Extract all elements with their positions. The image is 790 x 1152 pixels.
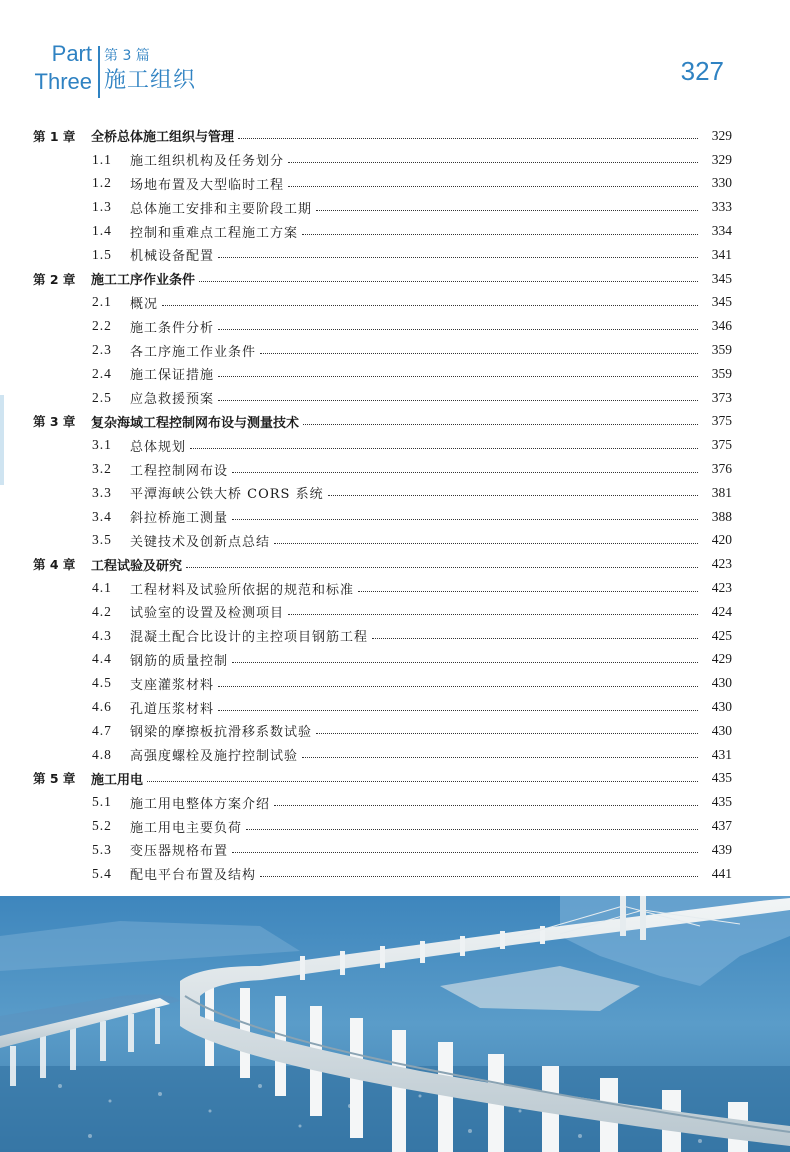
- toc-page-number: 425: [711, 627, 732, 643]
- section-title: 支座灌浆材料: [130, 677, 215, 693]
- section-number: 4.2: [92, 603, 112, 619]
- toc-section-row[interactable]: [0, 314, 790, 338]
- chapter-title: 施工用电: [91, 772, 144, 788]
- section-title: 施工组织机构及任务划分: [130, 154, 285, 170]
- section-number: 4.3: [92, 627, 112, 643]
- leader-dots: [246, 829, 698, 830]
- leader-dots: [218, 257, 698, 258]
- toc-section-row[interactable]: [0, 243, 790, 267]
- leader-dots: [147, 781, 698, 782]
- toc-section-row[interactable]: [0, 505, 790, 529]
- toc-entry-lead: [92, 341, 256, 360]
- toc-section-row[interactable]: [0, 195, 790, 219]
- leader-dots: [218, 400, 698, 401]
- section-number: 2.1: [92, 294, 112, 310]
- section-number: 3.5: [92, 532, 112, 548]
- toc-page-number: 329: [711, 127, 732, 143]
- toc-section-row[interactable]: [0, 838, 790, 862]
- toc-entry-lead: [92, 460, 228, 479]
- part-label-chinese: [104, 46, 196, 96]
- toc-entry-lead: [92, 817, 242, 836]
- toc-entry-lead: [33, 269, 195, 288]
- section-title: 场地布置及大型临时工程: [130, 177, 285, 193]
- bridge-photo: [0, 896, 790, 1152]
- toc-entry-lead: [92, 579, 354, 598]
- toc-section-row[interactable]: [0, 172, 790, 196]
- leader-dots: [218, 376, 698, 377]
- part-label-english: [30, 40, 92, 96]
- toc-page-number: 441: [711, 865, 732, 881]
- toc-page-number: 435: [711, 794, 732, 810]
- toc-section-row[interactable]: [0, 624, 790, 648]
- toc-section-row[interactable]: [0, 862, 790, 886]
- toc-page-number: 388: [711, 508, 732, 524]
- toc-entry-lead: [92, 293, 158, 312]
- toc-entry-lead: [33, 769, 143, 788]
- section-title: 混凝土配合比设计的主控项目钢筋工程: [130, 630, 369, 646]
- section-title: 应急救援预案: [130, 392, 215, 408]
- section-title: 各工序施工作业条件: [130, 344, 257, 360]
- chapter-title: 全桥总体施工组织与管理: [91, 130, 235, 146]
- chapter-number: 第 5 章: [33, 771, 76, 787]
- section-title: 施工条件分析: [130, 320, 215, 336]
- toc-entry-lead: [92, 840, 228, 859]
- section-title: 总体施工安排和主要阶段工期: [130, 201, 313, 217]
- part-number-word: Three: [34, 69, 92, 94]
- section-number: 2.4: [92, 365, 112, 381]
- toc-page-number: 430: [711, 722, 732, 738]
- toc-section-row[interactable]: [0, 814, 790, 838]
- toc-page-number: 430: [711, 699, 732, 715]
- toc-page-number: 330: [711, 175, 732, 191]
- section-number: 2.2: [92, 318, 112, 334]
- leader-dots: [303, 424, 698, 425]
- toc-section-row[interactable]: [0, 291, 790, 315]
- part-title: 施工组织: [104, 68, 197, 93]
- section-title: 孔道压浆材料: [130, 701, 215, 717]
- section-title: 配电平台布置及结构: [130, 868, 257, 884]
- toc-entry-lead: [92, 436, 186, 455]
- leader-dots: [260, 876, 698, 877]
- toc-page-number: 375: [711, 413, 732, 429]
- chapter-number: 第 2 章: [33, 271, 76, 287]
- toc-page-number: 439: [711, 841, 732, 857]
- section-number: 1.1: [92, 151, 112, 167]
- leader-dots: [186, 567, 698, 568]
- toc-section-row[interactable]: [0, 433, 790, 457]
- toc-page-number: 376: [711, 461, 732, 477]
- section-number: 5.3: [92, 841, 112, 857]
- section-title: 变压器规格布置: [130, 844, 229, 860]
- toc-chapter-row[interactable]: [0, 767, 790, 791]
- part-header: [0, 0, 790, 120]
- toc-page-number: 345: [711, 270, 732, 286]
- part-number-cn: 第 3 篇: [104, 48, 150, 64]
- section-title: 机械设备配置: [130, 249, 215, 265]
- toc-page-number: 373: [711, 389, 732, 405]
- toc-page-number: 381: [711, 484, 732, 500]
- section-number: 4.6: [92, 699, 112, 715]
- section-number: 4.7: [92, 722, 112, 738]
- toc-entry-lead: [92, 650, 228, 669]
- toc-chapter-row[interactable]: [0, 124, 790, 148]
- toc-entry-lead: [92, 222, 298, 241]
- toc-section-row[interactable]: [0, 338, 790, 362]
- section-number: 5.4: [92, 865, 112, 881]
- section-number: 1.2: [92, 175, 112, 191]
- leader-dots: [316, 733, 698, 734]
- toc-section-row[interactable]: [0, 719, 790, 743]
- section-title: 施工用电主要负荷: [130, 820, 243, 836]
- toc-entry-lead: [92, 388, 214, 407]
- toc-entry-lead: [92, 245, 214, 264]
- toc-page-number: 435: [711, 770, 732, 786]
- toc-entry-lead: [92, 864, 256, 883]
- section-title: 控制和重难点工程施工方案: [130, 225, 299, 241]
- leader-dots: [218, 710, 698, 711]
- toc-section-row[interactable]: [0, 148, 790, 172]
- toc-entry-lead: [92, 150, 284, 169]
- section-title: 关键技术及创新点总结: [130, 534, 271, 550]
- section-title: 试验室的设置及检测项目: [130, 606, 285, 622]
- leader-dots: [238, 138, 698, 139]
- leader-dots: [199, 281, 698, 282]
- toc-entry-lead: [92, 745, 298, 764]
- section-number: 4.4: [92, 651, 112, 667]
- toc-entry-lead: [92, 698, 214, 717]
- toc-entry-lead: [33, 555, 182, 574]
- leader-dots: [232, 852, 698, 853]
- toc-entry-lead: [92, 626, 368, 645]
- toc-entry-lead: [92, 507, 228, 526]
- leader-dots: [260, 353, 698, 354]
- section-number: 1.5: [92, 246, 112, 262]
- toc-section-row[interactable]: [0, 362, 790, 386]
- leader-dots: [316, 210, 698, 211]
- toc-section-row[interactable]: [0, 529, 790, 553]
- section-number: 5.1: [92, 794, 112, 810]
- toc-entry-lead: [92, 602, 284, 621]
- chapter-number: 第 3 章: [33, 414, 76, 430]
- toc-page-number: 430: [711, 675, 732, 691]
- leader-dots: [288, 162, 698, 163]
- toc-page-number: 334: [711, 223, 732, 239]
- bridge-photo-illustration: [0, 896, 790, 1152]
- section-title: 施工用电整体方案介绍: [130, 796, 271, 812]
- leader-dots: [302, 234, 698, 235]
- section-title: 工程材料及试验所依据的规范和标准: [130, 582, 355, 598]
- section-number: 2.3: [92, 342, 112, 358]
- toc-entry-lead: [33, 126, 234, 145]
- toc-entry-lead: [92, 364, 214, 383]
- section-title: 钢梁的摩擦板抗滑移系数试验: [130, 725, 313, 741]
- toc-section-row[interactable]: [0, 386, 790, 410]
- toc-chapter-row[interactable]: [0, 410, 790, 434]
- leader-dots: [288, 614, 698, 615]
- toc-entry-lead: [92, 198, 312, 217]
- section-number: 3.4: [92, 508, 112, 524]
- section-number: 4.5: [92, 675, 112, 691]
- leader-dots: [274, 805, 698, 806]
- leader-dots: [218, 686, 698, 687]
- section-number: 3.2: [92, 461, 112, 477]
- toc-page-number: 431: [711, 746, 732, 762]
- toc-entry-lead: [33, 412, 299, 431]
- table-of-contents: [0, 124, 790, 886]
- leader-dots: [190, 448, 698, 449]
- toc-page-number: 423: [711, 580, 732, 596]
- toc-entry-lead: [92, 674, 214, 693]
- toc-section-row[interactable]: [0, 743, 790, 767]
- leader-dots: [274, 543, 698, 544]
- section-title: 施工保证措施: [130, 368, 215, 384]
- toc-section-row[interactable]: [0, 576, 790, 600]
- section-title: 斜拉桥施工测量: [130, 511, 229, 527]
- toc-page-number: 345: [711, 294, 732, 310]
- toc-section-row[interactable]: [0, 648, 790, 672]
- toc-section-row[interactable]: [0, 600, 790, 624]
- toc-page-number: 375: [711, 437, 732, 453]
- toc-section-row[interactable]: [0, 481, 790, 505]
- leader-dots: [218, 329, 698, 330]
- section-title: 概况: [130, 296, 159, 312]
- chapter-number: 第 4 章: [33, 557, 76, 573]
- toc-section-row[interactable]: [0, 695, 790, 719]
- toc-page-number: 329: [711, 151, 732, 167]
- section-number: 5.2: [92, 818, 112, 833]
- toc-page-number: 423: [711, 556, 732, 572]
- section-title: 高强度螺栓及施拧控制试验: [130, 749, 299, 765]
- toc-entry-lead: [92, 483, 324, 502]
- section-number: 4.1: [92, 580, 112, 596]
- toc-section-row[interactable]: [0, 457, 790, 481]
- leader-dots: [358, 591, 698, 592]
- page-number: 327: [680, 56, 724, 86]
- section-title: 钢筋的质量控制: [130, 653, 229, 669]
- leader-dots: [162, 305, 698, 306]
- toc-entry-lead: [92, 721, 312, 740]
- section-title: 平潭海峡公铁大桥 CORS 系统: [130, 487, 324, 503]
- section-number: 1.3: [92, 199, 112, 215]
- section-number: 3.3: [92, 484, 112, 500]
- toc-entry-lead: [92, 317, 214, 336]
- toc-page-number: 346: [711, 318, 732, 334]
- toc-entry-lead: [92, 793, 270, 812]
- toc-page-number: 437: [711, 818, 732, 833]
- toc-chapter-row[interactable]: [0, 552, 790, 576]
- leader-dots: [372, 638, 698, 639]
- toc-page-number: 359: [711, 342, 732, 358]
- chapter-title: 施工工序作业条件: [91, 273, 196, 289]
- toc-section-row[interactable]: [0, 219, 790, 243]
- section-title: 总体规划: [130, 439, 187, 455]
- toc-page-number: 359: [711, 365, 732, 381]
- toc-page-number: 429: [711, 651, 732, 667]
- toc-page-number: 424: [711, 603, 732, 619]
- section-number: 2.5: [92, 389, 112, 405]
- chapter-title: 工程试验及研究: [91, 558, 183, 574]
- section-number: 3.1: [92, 437, 112, 453]
- section-title: 工程控制网布设: [130, 463, 229, 479]
- section-number: 4.8: [92, 746, 112, 762]
- leader-dots: [232, 472, 698, 473]
- toc-page-number: 333: [711, 199, 732, 215]
- chapter-title: 复杂海域工程控制网布设与测量技术: [91, 415, 300, 431]
- chapter-number: 第 1 章: [33, 128, 76, 144]
- leader-dots: [302, 757, 698, 758]
- leader-dots: [288, 186, 698, 187]
- section-number: 1.4: [92, 223, 112, 239]
- leader-dots: [232, 519, 698, 520]
- part-divider: [98, 46, 100, 98]
- toc-page-number: 341: [711, 246, 732, 262]
- toc-chapter-row[interactable]: [0, 267, 790, 291]
- leader-dots: [328, 495, 698, 496]
- toc-entry-lead: [92, 174, 284, 193]
- toc-page-number: 420: [711, 532, 732, 548]
- part-word: Part: [51, 41, 92, 66]
- leader-dots: [232, 662, 698, 663]
- toc-section-row[interactable]: [0, 671, 790, 695]
- toc-section-row[interactable]: [0, 790, 790, 814]
- toc-entry-lead: [92, 531, 270, 550]
